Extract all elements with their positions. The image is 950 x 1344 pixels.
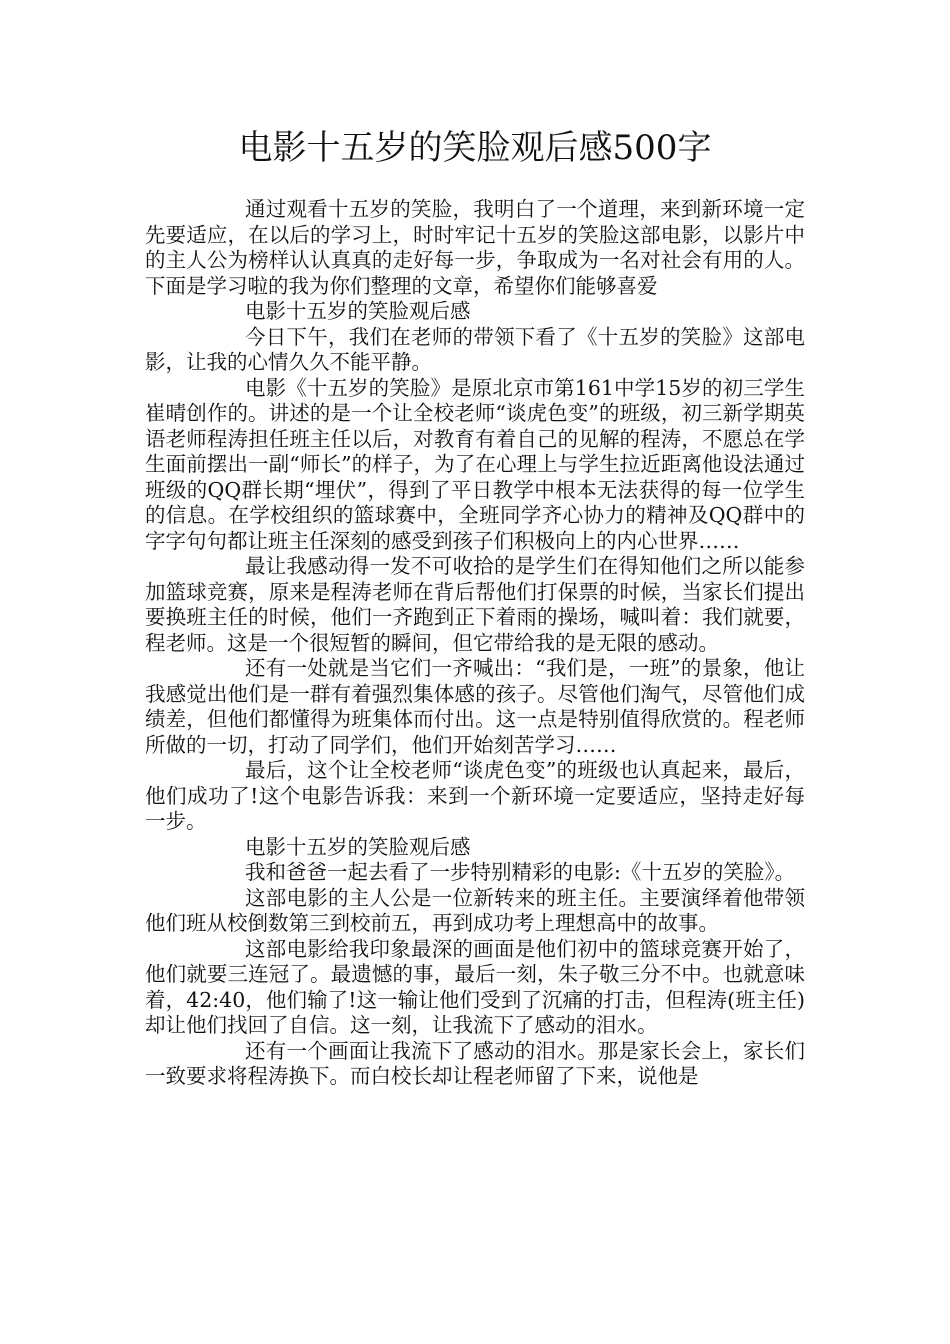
paragraph: 我和爸爸一起去看了一步特别精彩的电影:《十五岁的笑脸》。: [245, 860, 796, 884]
document-title: 电影十五岁的笑脸观后感500字: [238, 128, 712, 168]
paragraph: 最让我感动得一发不可收拾的是学生们在得知他们之所以能参加篮球竞赛，原来是程涛老师在背后帮他们打保票的时候，当家长们提出要换班主任的时候，他们一齐跑到正下着雨的操场，喊叫着：我们就要，程老师。这是一个很短暂的瞬间，但它带给我的是无限的感动。: [145, 554, 805, 655]
paragraph: 还有一处就是当它们一齐喊出：“我们是，一班”的景象，他让我感觉出他们是一群有着强烈集体感的孩子。尽管他们淘气，尽管他们成绩差，但他们都懂得为班集体而付出。这一点是特别值得欣赏的。程老师所做的一切，打动了同学们，他们开始刻苦学习……: [145, 656, 805, 757]
section-heading-2: 电影十五岁的笑脸观后感: [245, 834, 471, 859]
paragraph: 还有一个画面让我流下了感动的泪水。那是家长会上，家长们一致要求将程涛换下。而白校长却让程老师留了下来，说他是: [145, 1038, 805, 1088]
paragraph: 电影《十五岁的笑脸》是原北京市第161中学15岁的初三学生崔晴创作的。讲述的是一个让全校老师“谈虎色变”的班级，初三新学期英语老师程涛担任班主任以后，对教育有着自己的见解的程涛，不愿总在学生面前摆出一副“师长”的样子，为了在心理上与学生拉近距离他设法通过班级的QQ群长期“埋伏”，得到了平日教学中根本无法获得的每一位学生的信息。在学校组织的篮球赛中，全班同学齐心协力的精神及QQ群中的字字句句都让班主任深刻的感受到孩子们积极向上的内心世界……: [145, 375, 805, 553]
paragraph-intro: 通过观看十五岁的笑脸，我明白了一个道理，来到新环境一定先要适应，在以后的学习上，时时牢记十五岁的笑脸这部电影，以影片中的主人公为榜样认认真真的走好每一步，争取成为一名对社会有用的人。下面是学习啦的我为你们整理的文章，希望你们能够喜爱: [145, 197, 805, 298]
paragraph: 最后，这个让全校老师“谈虎色变”的班级也认真起来，最后，他们成功了!这个电影告诉我：来到一个新环境一定要适应，坚持走好每一步。: [145, 758, 805, 833]
paragraph: 今日下午，我们在老师的带领下看了《十五岁的笑脸》这部电影，让我的心情久久不能平静。: [145, 324, 805, 374]
section-heading-1: 电影十五岁的笑脸观后感: [245, 299, 471, 323]
paragraph: 这部电影的主人公是一位新转来的班主任。主要演绎着他带领他们班从校倒数第三到校前五，再到成功考上理想高中的故事。: [145, 885, 805, 935]
document-body: [145, 197, 805, 1090]
paragraph: 这部电影给我印象最深的画面是他们初中的篮球竞赛开始了，他们就要三连冠了。最遗憾的事，最后一刻，朱子敬三分不中。也就意味着，42:40，他们输了!这一输让他们受到了沉痛的打击，但程涛(班主任)却让他们找回了自信。这一刻，让我流下了感动的泪水。: [145, 936, 805, 1037]
